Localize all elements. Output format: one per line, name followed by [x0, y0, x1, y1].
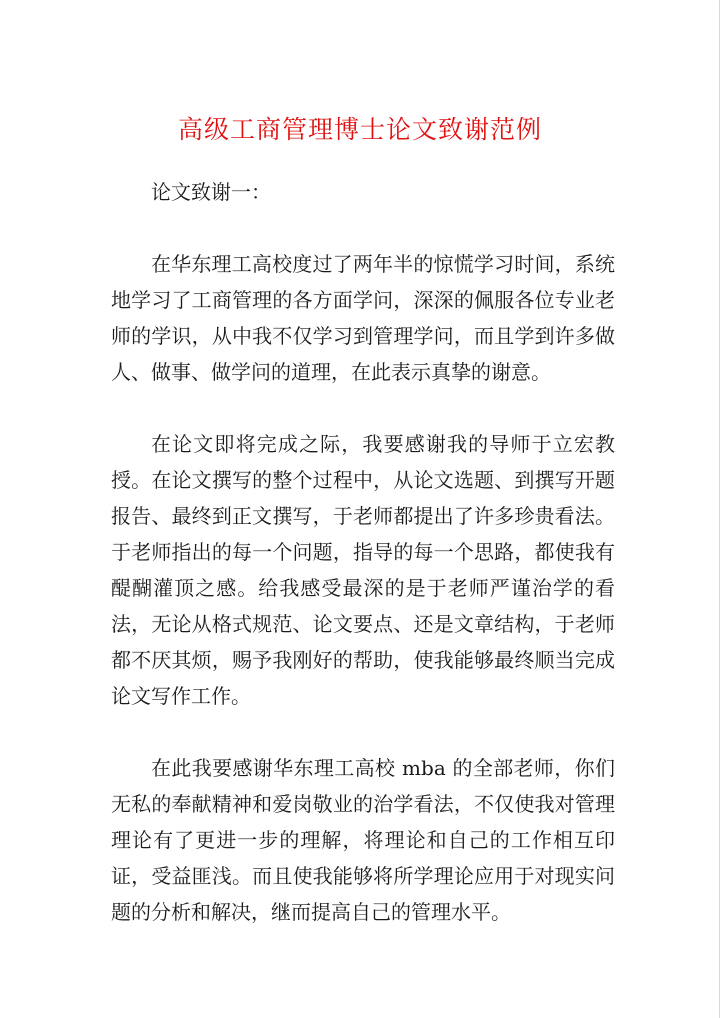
section-label: 论文致谢一： [151, 180, 271, 204]
document-body [111, 174, 615, 966]
paragraph-2: 在论文即将完成之际，我要感谢我的导师于立宏教授。在论文撰写的整个过程中，从论文选题、到撰写开题报告、最终到正文撰写，于老师都提出了许多珍贵看法。于老师指出的每一个问题，指导的每一个思路，都使我有醍醐灌顶之感。给我感受最深的是于老师严谨治学的看法，无论从格式规范、论文要点、还是文章结构，于老师都不厌其烦，赐予我刚好的帮助，使我能够最终顺当完成论文写作工作。 [111, 432, 615, 708]
paragraph-1: 在华东理工高校度过了两年半的惊慌学习时间，系统地学习了工商管理的各方面学问，深深的佩服各位专业老师的学识，从中我不仅学习到管理学问，而且学到许多做人、做事、做学问的道理，在此表示真挚的谢意。 [111, 252, 615, 384]
paragraph-3: 在此我要感谢华东理工高校 mba 的全部老师，你们无私的奉献精神和爱岗敬业的治学看法，不仅使我对管理理论有了更进一步的理解，将理论和自己的工作相互印证，受益匪浅。而且使我能够将所学理论应用于对现实问题的分析和解决，继而提高自己的管理水平。 [111, 756, 615, 924]
page-title: 高级工商管理博士论文致谢范例 [177, 115, 542, 144]
